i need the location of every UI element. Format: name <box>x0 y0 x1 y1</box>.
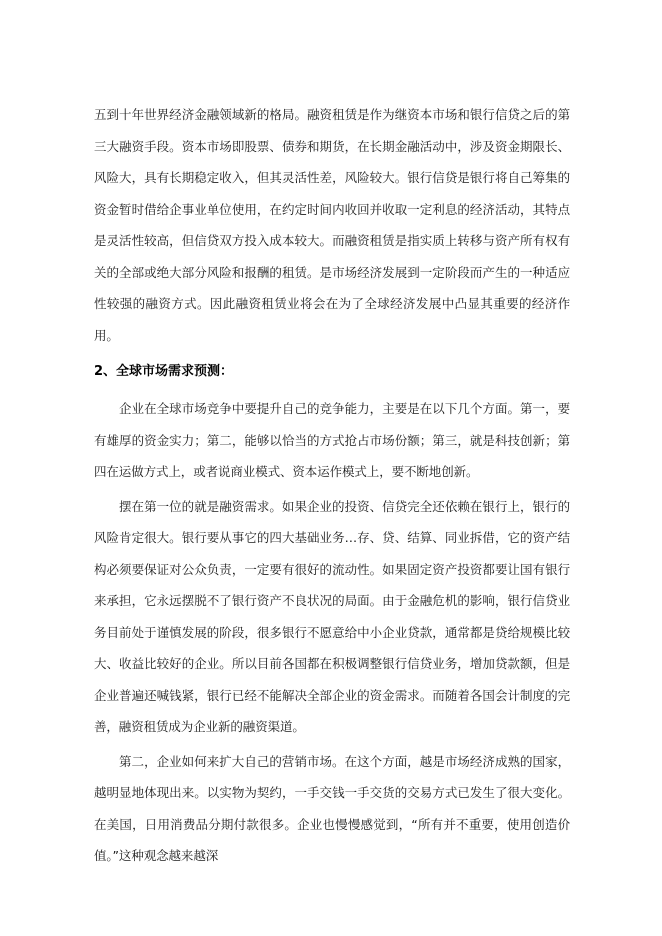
section-heading-global-demand: 2、全球市场需求预测： <box>94 364 234 379</box>
paragraph-financing-demand: 摆在第一位的就是融资需求。如果企业的投资、信贷完全还依赖在银行上，银行的风险肯定很大。银行要从事它的四大基础业务…存、贷、结算、同业拆借，它的资产结构必须要保证对公众负责，一定要有很好的流动性。如果固定资产投资都要让国有银行来承担，它永远摆脱不了银行资产不良状况的局面。由于金融危机的影响，银行信贷业务目前处于谨慎发展的阶段，很多银行不愿意给中小企业贷款，通常都是贷给规模比较大、收益比较好的企业。所以目前各国都在积极调整银行信贷业务，增加贷款额，但是企业普遍还喊钱紧，银行已经不能解决全部企业的资金需求。而随着各国会计制度的完善，融资租赁成为企业新的融资渠道。 <box>94 498 570 734</box>
document-page <box>94 99 570 872</box>
paragraph-marketing-expansion: 第二，企业如何来扩大自己的营销市场。在这个方面，越是市场经济成熟的国家，越明显地体现出来。以实物为契约，一手交钱一手交货的交易方式已发生了很大变化。在美国，日用消费品分期付款很多。企业也慢慢感觉到，“所有并不重要，使用创造价值。”这种观念越来越深 <box>94 753 570 863</box>
paragraph-financing-overview: 五到十年世界经济金融领域新的格局。融资租赁是作为继资本市场和银行信贷之后的第三大融资手段。资本市场即股票、债券和期货，在长期金融活动中，涉及资金期限长、风险大，具有长期稳定收入，但其灵活性差，风险较大。银行信贷是银行将自己筹集的资金暂时借给企事业单位使用，在约定时间内收回并收取一定利息的经济活动，其特点是灵活性较高，但信贷双方投入成本较大。而融资租赁是指实质上转移与资产所有权有关的全部或绝大部分风险和报酬的租赁。是市场经济发展到一定阶段而产生的一种适应性较强的融资方式。因此融资租赁业将会在为了全球经济发展中凸显其重要的经济作用。 <box>94 107 570 343</box>
paragraph-competitive-ability: 企业在全球市场竞争中要提升自己的竞争能力，主要是在以下几个方面。第一，要有雄厚的资金实力；第二，能够以恰当的方式抢占市场份额；第三，就是科技创新；第四在运做方式上，或者说商业模式、资本运作模式上，要不断地创新。 <box>94 401 570 479</box>
